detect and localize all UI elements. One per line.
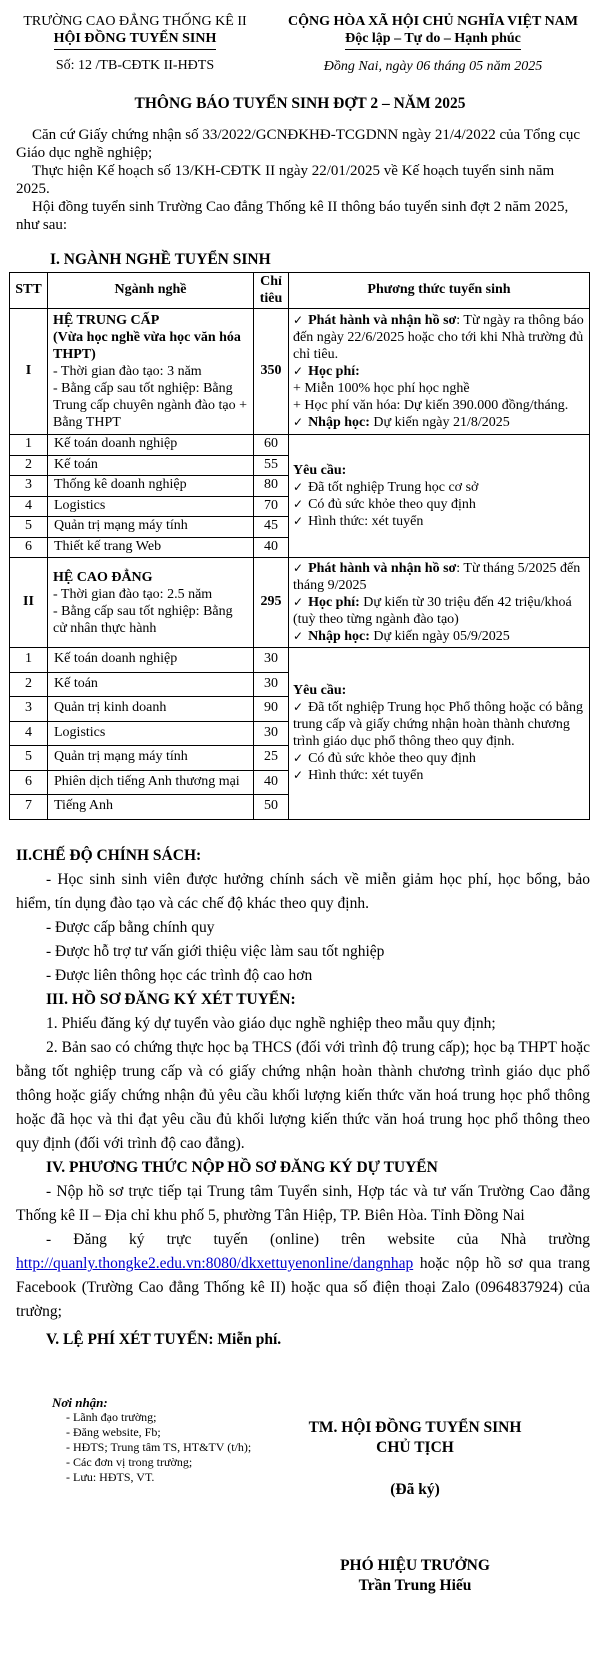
section3-title: III. HỒ SƠ ĐĂNG KÝ XÉT TUYỂN:: [46, 991, 296, 1008]
row-stt: 4: [10, 496, 48, 517]
online-text: hoặc nộp hồ sơ qua trang Facebook (Trường Cao đẳng Thống kê II) hoặc qua số điện thoại Zalo (0964837924) của trường;: [16, 1255, 590, 1320]
group-duration: - Thời gian đào tạo: 3 năm: [53, 364, 202, 379]
row-quota: 40: [254, 537, 289, 558]
nation-motto: Độc lập – Tự do – Hạnh phúc: [345, 31, 521, 50]
org-parent: TRƯỜNG CAO ĐẲNG THỐNG KÊ II: [23, 14, 247, 29]
header-major: Ngành nghề: [48, 273, 254, 309]
method-text: Dự kiến ngày 05/9/2025: [369, 629, 510, 644]
doc-number: Số: 12 /TB-CĐTK II-HĐTS: [55, 57, 215, 73]
row-major: Thiết kế trang Web: [48, 537, 254, 558]
row-quota: 55: [254, 455, 289, 476]
document-title: THÔNG BÁO TUYỂN SINH ĐỢT 2 – NĂM 2025: [134, 95, 466, 112]
policy-item: - Được hỗ trợ tư vấn giới thiệu việc làm sau tốt nghiệp: [46, 943, 385, 960]
group-name: [48, 558, 254, 648]
row-stt: 5: [10, 746, 48, 771]
method-label: Nhập học:: [308, 629, 370, 644]
document-item: 1. Phiếu đăng ký dự tuyển vào giáo dục nghề nghiệp theo mẫu quy định;: [46, 1015, 496, 1032]
row-stt: 2: [10, 672, 48, 697]
nation-name: CỘNG HÒA XÃ HỘI CHỦ NGHĨA VIỆT NAM: [287, 14, 578, 29]
section5-title: V. LỆ PHÍ XÉT TUYỂN: Miễn phí.: [46, 1331, 282, 1348]
row-major: Kế toán: [48, 672, 254, 697]
method-label: Học phí:: [308, 364, 360, 379]
row-quota: 80: [254, 476, 289, 497]
intro-paragraph: Thực hiện Kế hoạch số 13/KH-CĐTK II ngày 22/01/2025 về Kế hoạch tuyển sinh năm 2025.: [16, 163, 555, 197]
group-degree: - Bằng cấp sau tốt nghiệp: Bằng cử nhân thực hành: [53, 603, 233, 636]
method-text: Dự kiến từ 30 triệu đến 42 triệu/khoá (tuỳ theo từng ngành đào tạo): [293, 595, 572, 627]
row-major: Quản trị kinh doanh: [48, 697, 254, 722]
method-text: + Học phí văn hóa: Dự kiến 390.000 đồng/tháng.: [293, 398, 569, 413]
requirement-item: Đã tốt nghiệp Trung học Phổ thông hoặc có bằng trung cấp và giấy chứng nhận hoàn thành chương trình giáo dục phổ thông theo quy định.: [293, 700, 583, 750]
signature-block: [280, 1418, 550, 1596]
group-quota: 295: [254, 558, 289, 648]
online-text: - Đăng ký trực tuyến (online) trên website của Nhà trường: [46, 1231, 590, 1248]
row-quota: 25: [254, 746, 289, 771]
row-major: Thống kê doanh nghiệp: [48, 476, 254, 497]
recipient-item: - Đăng website, Fb;: [66, 1425, 161, 1439]
section1-title: I. NGÀNH NGHỀ TUYỂN SINH: [50, 251, 271, 268]
table-row: [10, 435, 590, 456]
group-quota: 350: [254, 309, 289, 435]
intro-paragraph: Hội đồng tuyển sinh Trường Cao đẳng Thống kê II thông báo tuyển sinh đợt 2 năm 2025, như sau:: [16, 199, 569, 233]
method-text: : Từ tháng 5/2025 đến tháng 9/2025: [293, 561, 581, 593]
row-quota: 90: [254, 697, 289, 722]
row-stt: 3: [10, 697, 48, 722]
group-method: [289, 309, 590, 435]
row-stt: 1: [10, 435, 48, 456]
method-label: Phát hành và nhận hồ sơ: [308, 313, 457, 328]
row-quota: 50: [254, 795, 289, 820]
row-stt: 1: [10, 648, 48, 673]
policy-item: - Được liên thông học các trình độ cao hơn: [46, 967, 313, 984]
org-unit: HỘI ĐỒNG TUYỂN SINH: [54, 31, 217, 50]
header-left: [10, 14, 260, 74]
section2-title: II.CHẾ ĐỘ CHÍNH SÁCH:: [16, 847, 202, 864]
recipients-title: Nơi nhận:: [52, 1395, 108, 1410]
signer-name: Trần Trung Hiếu: [358, 1577, 472, 1594]
row-major: Logistics: [48, 496, 254, 517]
row-major: Logistics: [48, 721, 254, 746]
row-quota: 45: [254, 517, 289, 538]
row-major: Kế toán doanh nghiệp: [48, 435, 254, 456]
group-row-cao-dang: [10, 558, 590, 648]
group-subtitle: (Vừa học nghề vừa học văn hóa THPT): [53, 330, 241, 362]
submission-item: - Nộp hồ sơ trực tiếp tại Trung tâm Tuyển sinh, Hợp tác và tư vấn Trường Cao đẳng Thống kê II – Địa chỉ khu phố 5, phường Tân Hiệp, TP. Biên Hòa. Tỉnh Đồng Nai: [16, 1183, 590, 1224]
group-duration: - Thời gian đào tạo: 2.5 năm: [53, 586, 213, 602]
recipient-item: - Lưu: HĐTS, VT.: [66, 1470, 155, 1484]
recipient-item: - Lãnh đạo trường;: [66, 1410, 157, 1424]
group-stt: I: [10, 309, 48, 435]
row-stt: 6: [10, 770, 48, 795]
table-header-row: [10, 273, 590, 309]
requirements-cell: [289, 648, 590, 820]
row-stt: 4: [10, 721, 48, 746]
header-right: [272, 14, 594, 75]
row-major: Kế toán doanh nghiệp: [48, 648, 254, 673]
row-stt: 6: [10, 537, 48, 558]
header-quota: Chỉ tiêu: [254, 273, 289, 309]
group-method: [289, 558, 590, 648]
row-major: Kế toán: [48, 455, 254, 476]
table-row: [10, 648, 590, 673]
method-text: : Từ ngày ra thông báo đến ngày 22/6/2025 hoặc cho tới khi Nhà trường đủ chỉ tiêu.: [293, 313, 584, 362]
row-stt: 5: [10, 517, 48, 538]
recipient-item: - Các đơn vị trong trường;: [66, 1455, 193, 1469]
group-title: HỆ CAO ĐẲNG: [53, 569, 153, 585]
row-quota: 30: [254, 721, 289, 746]
row-quota: 60: [254, 435, 289, 456]
header-stt: STT: [10, 273, 48, 309]
row-major: Tiếng Anh: [48, 795, 254, 820]
signature-line1: TM. HỘI ĐỒNG TUYỂN SINH: [308, 1419, 522, 1436]
row-major: Phiên dịch tiếng Anh thương mại: [48, 770, 254, 795]
section4-title: IV. PHƯƠNG THỨC NỘP HỒ SƠ ĐĂNG KÝ DỰ TUYỂN: [46, 1159, 438, 1176]
row-stt: 2: [10, 455, 48, 476]
group-row-trung-cap: [10, 309, 590, 435]
signature-line2: CHỦ TỊCH: [376, 1439, 454, 1456]
policy-item: - Được cấp bằng chính quy: [46, 919, 215, 936]
requirements-cell: [289, 435, 590, 558]
requirements-title: Yêu cầu:: [293, 683, 347, 699]
group-degree: - Bằng cấp sau tốt nghiệp: Bằng Trung cấp chuyên ngành đào tạo + Bằng THPT: [53, 381, 248, 430]
method-label: Phát hành và nhận hồ sơ: [308, 561, 457, 576]
recipients: [52, 1395, 282, 1485]
signed-note: (Đã ký): [390, 1481, 440, 1498]
registration-link[interactable]: http://quanly.thongke2.edu.vn:8080/dkxettuyenonline/dangnhap: [16, 1255, 414, 1272]
intro: [16, 126, 590, 234]
row-major: Quản trị mạng máy tính: [48, 746, 254, 771]
place-date: Đồng Nai, ngày 06 tháng 05 năm 2025: [323, 58, 543, 74]
admission-table: [9, 272, 590, 820]
row-quota: 30: [254, 648, 289, 673]
requirement-item: Có đủ sức khỏe theo quy định: [308, 751, 476, 767]
row-quota: 30: [254, 672, 289, 697]
requirement-item: Hình thức: xét tuyển: [308, 514, 424, 529]
header-method: Phương thức tuyển sinh: [289, 273, 590, 309]
requirement-item: Có đủ sức khỏe theo quy định: [308, 497, 476, 512]
requirement-item: Hình thức: xét tuyển: [308, 768, 424, 784]
group-title: HỆ TRUNG CẤP: [53, 313, 160, 328]
document-body: [16, 844, 590, 1352]
submission-item-online: [16, 1228, 590, 1324]
group-stt: II: [10, 558, 48, 648]
row-quota: 40: [254, 770, 289, 795]
policy-item: - Học sinh sinh viên được hưởng chính sách về miễn giảm học phí, học bổng, bảo hiểm, tín dụng đào tạo và các chế độ khác theo quy định.: [16, 871, 590, 912]
signer-position: PHÓ HIỆU TRƯỞNG: [340, 1557, 490, 1574]
method-label: Nhập học:: [308, 415, 370, 430]
row-stt: 3: [10, 476, 48, 497]
method-label: Học phí:: [308, 595, 360, 610]
group-name: [48, 309, 254, 435]
row-quota: 70: [254, 496, 289, 517]
method-text: Dự kiến ngày 21/8/2025: [369, 415, 510, 430]
document-item: 2. Bản sao có chứng thực học bạ THCS (đối với trình độ trung cấp); học bạ THPT hoặc bằng tốt nghiệp trung cấp và có giấy chứng nhận hoàn thành chương trình giáo dục phổ thông hoặc giấy chứng nhận đủ yêu cầu khối lượng kiến thức văn hoá trung học phổ thông hoặc đã học và thi đạt yêu cầu đủ khối lượng kiến thức văn hoá trung học phổ thông theo quy định (đối với trình độ cao đẳng).: [16, 1039, 590, 1152]
recipient-item: - HĐTS; Trung tâm TS, HT&TV (t/h);: [66, 1440, 252, 1454]
requirement-item: Đã tốt nghiệp Trung học cơ sở: [308, 480, 479, 495]
method-text: + Miễn 100% học phí học nghề: [293, 381, 470, 396]
row-stt: 7: [10, 795, 48, 820]
row-major: Quản trị mạng máy tính: [48, 517, 254, 538]
requirements-title: Yêu cầu:: [293, 463, 347, 478]
intro-paragraph: Căn cứ Giấy chứng nhận số 33/2022/GCNĐKHĐ-TCGDNN ngày 21/4/2022 của Tổng cục Giáo dục nghề nghiệp;: [16, 127, 580, 161]
